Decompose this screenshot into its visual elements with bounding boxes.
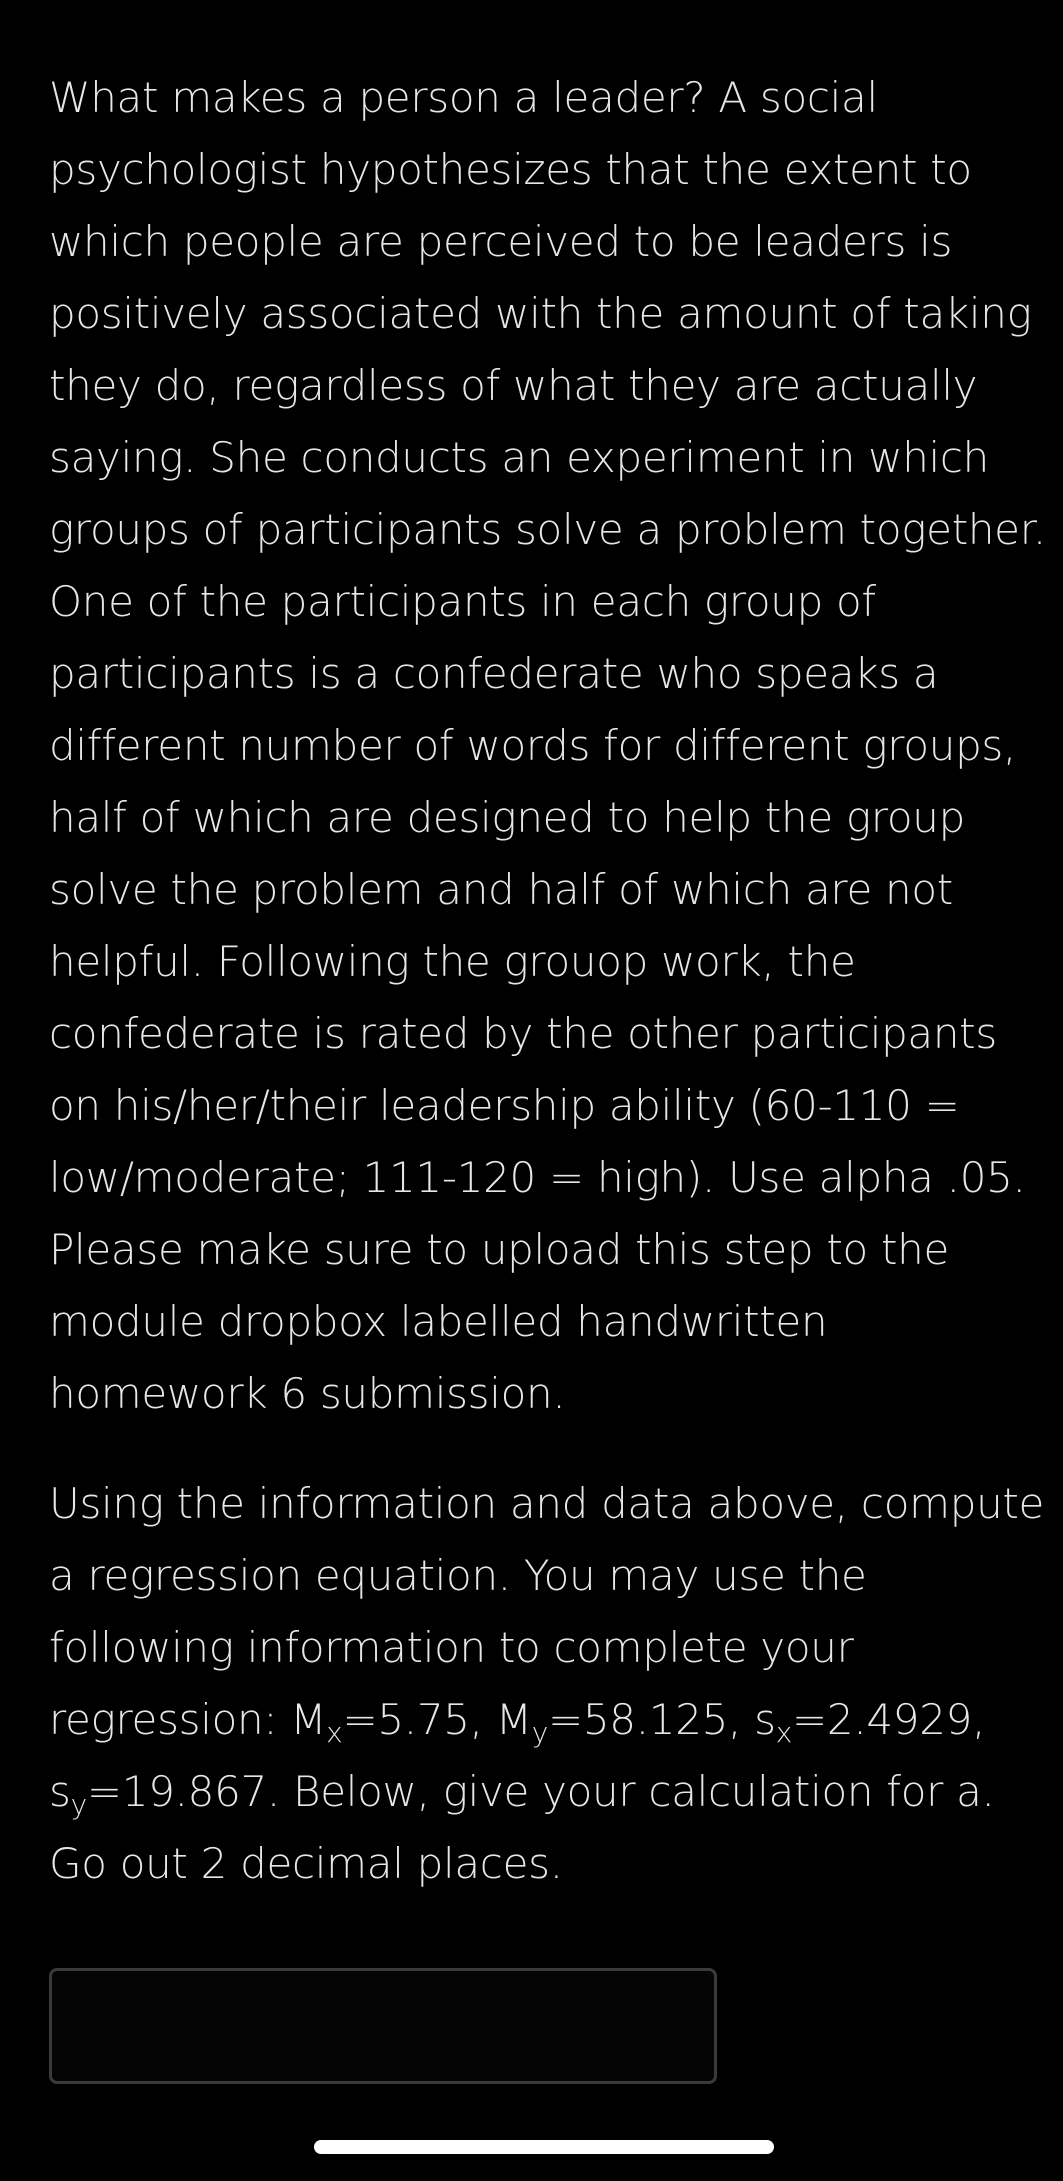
sd-y-subscript: y: [70, 1788, 87, 1821]
sd-x-value: =2.4929,: [792, 1695, 986, 1744]
mean-y-value: =58.125,: [547, 1695, 755, 1744]
mean-x-subscript: x: [326, 1716, 343, 1749]
sd-y-value: =19.867.: [86, 1767, 294, 1816]
question-paragraph-instructions: [49, 1468, 1049, 1900]
mean-y-letter: M: [495, 1695, 532, 1744]
instructions-outro: Below, give your calculation for a. Go out 2 decimal places.: [49, 1767, 995, 1888]
sd-y-letter: s: [49, 1767, 71, 1816]
question-paragraph-scenario: What makes a person a leader? A social psychologist hypothesizes that the extent to which people are perceived to be leaders is positively associated with the amount of taking they do, regardless of what they are actually saying. She conducts an experiment in which groups of participants solve a problem together. One of the participants in each group of participants is a confederate who speaks a different number of words for different groups, half of which are designed to help the group solve the problem and half of which are not helpful. Following the grouop work, the confederate is rated by the other participants on his/her/their leadership ability (60-110 = low/moderate; 111-120 = high). Use alpha .05. Please make sure to upload this step to the module dropbox labelled handwritten homework 6 submission.: [49, 73, 1046, 1418]
sd-x-letter: s: [754, 1695, 776, 1744]
instructions-intro: Using the information and data above, compute a regression equation. You may use the following information to complete your regression:: [49, 1479, 1045, 1744]
mean-x-letter: M: [290, 1695, 327, 1744]
question-content: [49, 62, 1049, 1900]
answer-input[interactable]: [49, 1968, 717, 2084]
home-indicator[interactable]: [314, 2140, 774, 2154]
mean-y-subscript: y: [531, 1716, 548, 1749]
mean-x-value: =5.75,: [342, 1695, 496, 1744]
sd-x-subscript: x: [775, 1716, 793, 1749]
